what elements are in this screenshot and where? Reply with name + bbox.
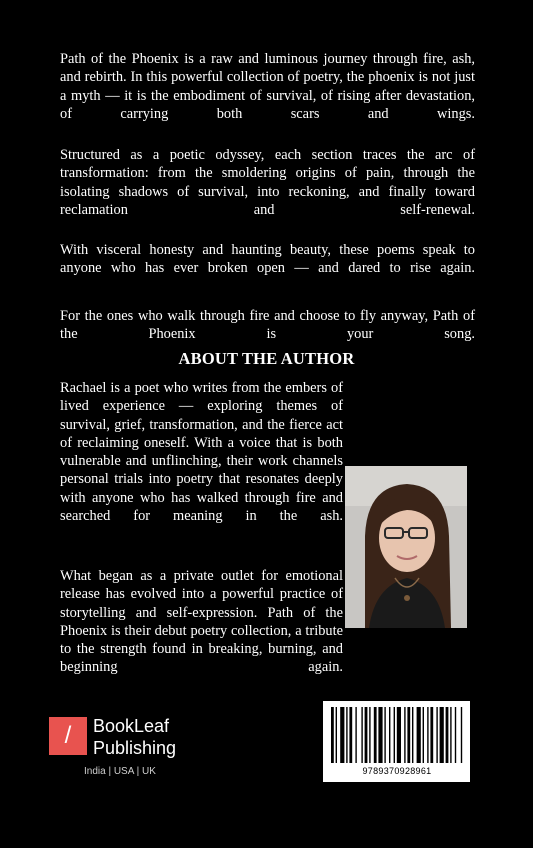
about-author-heading: ABOUT THE AUTHOR: [178, 349, 355, 368]
author-portrait-illustration: [345, 466, 467, 628]
barcode-bar: [336, 707, 337, 763]
barcode-bar: [417, 707, 421, 763]
isbn-number: 9789370928961: [362, 766, 432, 776]
author-bio-paragraph-1: Rachael is a poet who writes from the embers of lived experience — exploring themes of survival, grief, transformation, and the fierce act of reclaiming oneself. With a voice that is both vulnerable and unflinching, their work channels personal trials into poetry that resonates deeply with anyone who has walked through fire and searched for meaning in the ash.: [60, 380, 343, 525]
description-paragraph-3: With visceral honesty and haunting beauty, these poems speak to anyone who has ever broken open — and dared to rise again.: [60, 242, 475, 277]
description-paragraph-4: For the ones who walk through fire and choose to fly anyway, Path of the Phoenix is your song.: [60, 308, 475, 343]
description-paragraph-2: Structured as a poetic odyssey, each section traces the arc of transformation: from the smoldering origins of pain, through the isolating shadows of survival, into reckoning, and finally toward reclamation and self-renewal.: [60, 147, 475, 218]
barcode-bar: [446, 707, 449, 763]
barcode-bar: [389, 707, 390, 763]
barcode-bar: [404, 707, 405, 763]
publisher-locations: India | USA | UK: [84, 766, 156, 777]
barcode-bar: [450, 707, 451, 763]
barcode-bar: [346, 707, 347, 763]
barcode-bar: [440, 707, 444, 763]
barcode-bar: [355, 707, 356, 763]
author-bio-paragraph-2: What began as a private outlet for emotional release has evolved into a powerful practice of storytelling and self-expression. Path of the Phoenix is their debut poetry collection, a tribute to the strength found in breaking, burning, and beginning again.: [60, 568, 343, 676]
barcode-bar: [436, 707, 437, 763]
barcode-bar: [461, 707, 462, 763]
barcode-bar: [340, 707, 344, 763]
barcode-bar: [369, 707, 370, 763]
barcode-bar: [384, 707, 385, 763]
barcode-bar: [331, 707, 334, 763]
barcode-bar: [430, 707, 433, 763]
barcode-bar: [365, 707, 368, 763]
barcode-bar: [412, 707, 413, 763]
barcode-bar: [455, 707, 456, 763]
barcode-bar: [349, 707, 352, 763]
barcode-bar: [374, 707, 377, 763]
barcode-bar: [427, 707, 428, 763]
description-paragraph-1: Path of the Phoenix is a raw and luminous journey through fire, ash, and rebirth. In this powerful collection of poetry, the phoenix is not just a myth — it is the embodiment of survival, of rising after devastation, of carrying both scars and wings.: [60, 51, 475, 122]
author-photo: [345, 466, 467, 628]
logo-slash-glyph: /: [64, 722, 72, 749]
barcode-bar: [397, 707, 401, 763]
publisher-name-line-1: BookLeaf: [93, 716, 170, 736]
barcode-bar: [394, 707, 395, 763]
barcode-bar: [423, 707, 424, 763]
barcode-bar: [361, 707, 362, 763]
publisher-logo-mark: [49, 717, 87, 755]
publisher-name-line-2: Publishing: [93, 738, 177, 758]
barcode-bar: [378, 707, 382, 763]
barcode-bar: [407, 707, 410, 763]
